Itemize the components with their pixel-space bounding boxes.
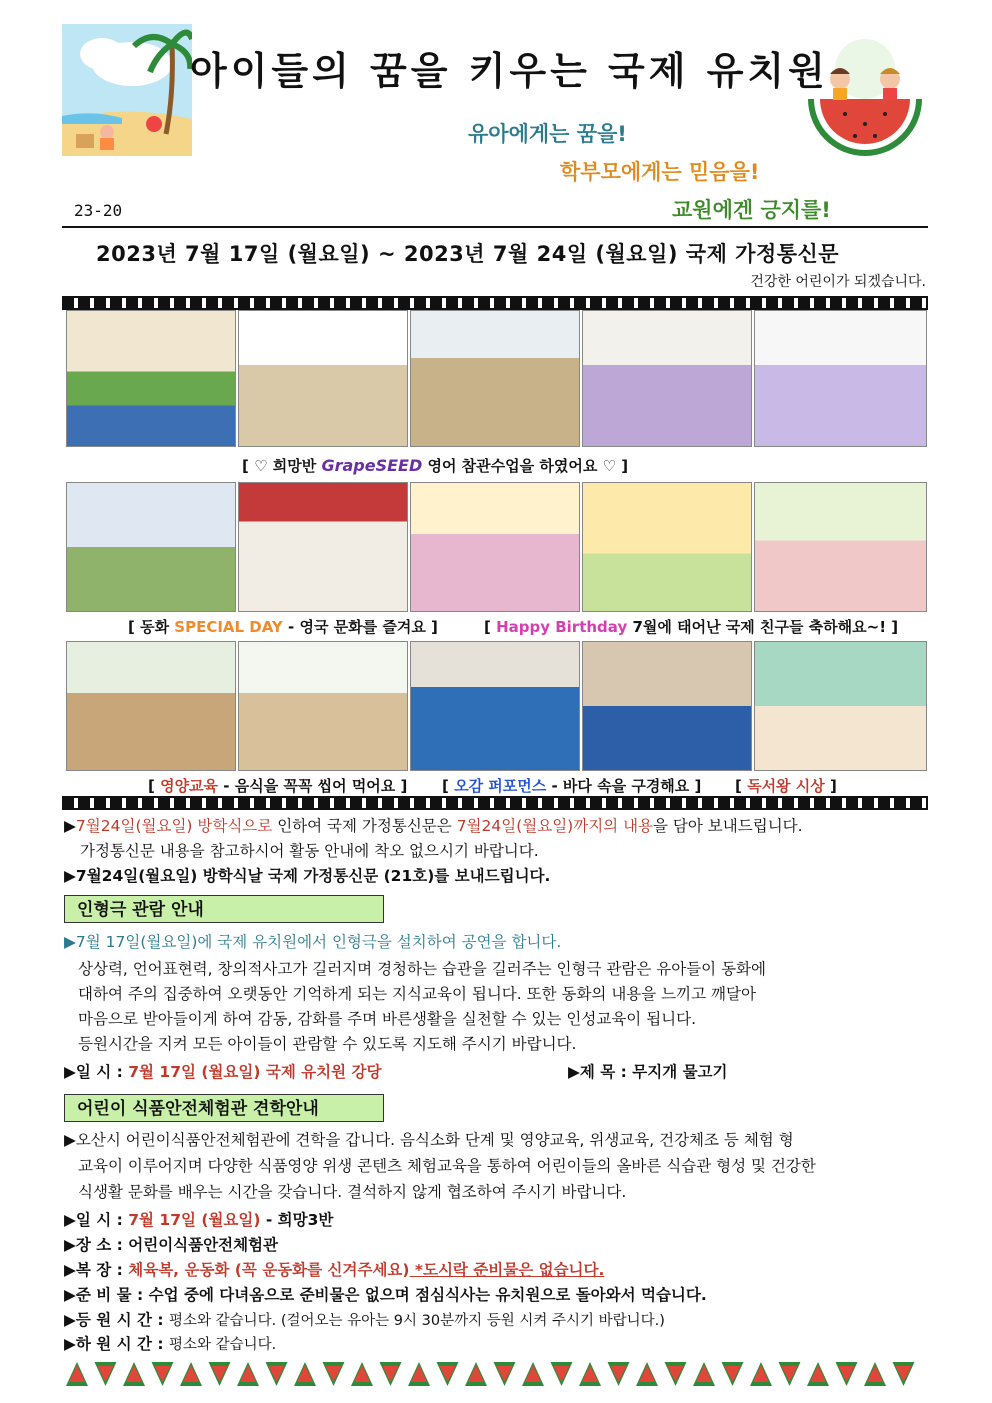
header-divider — [62, 226, 928, 228]
watermelon-slice-icon — [209, 1362, 231, 1386]
slogan-parents: 학부모에게는 믿음을! — [560, 160, 760, 184]
caption-nutrition: [ 영양교육 - 음식을 꼭꼭 씹어 먹어요 ] — [148, 777, 408, 795]
puppet-show-body-4: 등원시간을 지켜 모든 아이들이 관람할 수 있도록 지도해 주시기 바랍니다. — [78, 1035, 577, 1053]
photo-birthday-group — [410, 482, 580, 612]
caption-reading-award: [ 독서왕 시상 ] — [735, 777, 837, 795]
watermelon-slice-icon — [437, 1362, 459, 1386]
photo-reading-award — [754, 641, 927, 771]
caption-special-day: [ 동화 SPECIAL DAY - 영국 문화를 즐겨요 ] — [128, 618, 438, 636]
photo-uk-culture-class — [238, 482, 408, 612]
watermelon-slice-icon — [779, 1362, 801, 1386]
photo-nutrition-group — [238, 641, 408, 771]
photo-english-class-3 — [410, 310, 580, 447]
food-safety-heading: 어린이 식품안전체험관 견학안내 — [64, 1094, 384, 1122]
watermelon-slice-icon — [750, 1362, 772, 1386]
watermelon-slice-icon — [323, 1362, 345, 1386]
newsletter-date-heading: 2023년 7월 17일 (월요일) ~ 2023년 7월 24일 (월요일) 국제 가정통신문 — [96, 242, 840, 266]
food-safety-date: ▶일 시 : 7월 17일 (월요일) - 희망3반 — [64, 1211, 334, 1229]
photo-sea-performance-1 — [410, 641, 580, 771]
puppet-show-body-1: 상상력, 언어표현력, 창의적사고가 길러지며 경청하는 습관을 길러주는 인형극 관람은 유아들이 동화에 — [78, 960, 766, 978]
puppet-show-body-3: 마음으로 받아들이게 하여 감동, 감화를 주며 바른생활을 실천할 수 있는 인성교육이 됩니다. — [78, 1010, 697, 1028]
watermelon-slice-icon — [551, 1362, 573, 1386]
food-safety-dress: ▶복 장 : 체육복, 운동화 (꼭 운동화를 신겨주세요) *도시락 준비물은 없습니다. — [64, 1261, 605, 1279]
photo-birthday-party — [754, 482, 927, 612]
watermelon-slice-icon — [807, 1362, 829, 1386]
newsletter-subtitle: 건강한 어린이가 되겠습니다. — [750, 274, 926, 290]
puppet-show-body-2: 대하여 주의 집중하여 오랫동안 기억하게 되는 지식교육이 됩니다. 또한 동화의 내용을 느끼고 깨달아 — [78, 985, 756, 1003]
notice-line-1: ▶7월24일(월요일) 방학식으로 인하여 국제 가정통신문은 7월24일(월요일)까지의 내용을 담아 보내드립니다. — [64, 817, 803, 835]
watermelon-slice-icon — [864, 1362, 886, 1386]
food-safety-departure-time: ▶하 원 시 간 : 평소와 같습니다. — [64, 1335, 277, 1353]
food-safety-body-1: ▶오산시 어린이식품안전체험관에 견학을 갑니다. 음식소화 단계 및 영양교육, 위생교육, 건강체조 등 체험 형 — [64, 1131, 794, 1149]
watermelon-slice-icon — [266, 1362, 288, 1386]
photo-birthday-cake — [582, 482, 752, 612]
food-safety-place: ▶장 소 : 어린이식품안전체험관 — [64, 1236, 278, 1254]
photo-sea-performance-2 — [582, 641, 752, 771]
puppet-show-title: ▶제 목 : 무지개 물고기 — [568, 1063, 728, 1081]
photo-english-class-1 — [66, 310, 236, 447]
photo-english-class-2 — [238, 310, 408, 447]
food-safety-arrival-time: ▶등 원 시 간 : 평소와 같습니다. (걸어오는 유아는 9시 30분까지 등원 시켜 주시기 바랍니다.) — [64, 1311, 665, 1329]
slogan-teachers: 교원에겐 긍지를! — [672, 198, 831, 222]
photo-english-class-4 — [582, 310, 752, 447]
caption-english-class: [ ♡ 희망반 GrapeSEED 영어 참관수업을 하였어요 ♡ ] — [242, 456, 629, 475]
watermelon-slice-icon — [836, 1362, 858, 1386]
slogan-children: 유아에게는 꿈을! — [468, 122, 627, 146]
puppet-show-heading: 인형극 관람 안내 — [64, 895, 384, 923]
notice-line-2: 가정통신문 내용을 참고하시어 활동 안내에 착오 없으시기 바랍니다. — [80, 842, 539, 860]
issue-number: 23-20 — [74, 201, 123, 220]
film-strip-top — [62, 296, 928, 310]
watermelon-slice-icon — [494, 1362, 516, 1386]
caption-birthday: [ Happy Birthday 7월에 태어난 국제 친구들 축하해요~! ] — [484, 618, 899, 636]
watermelon-slice-icon — [665, 1362, 687, 1386]
watermelon-slice-icon — [522, 1362, 544, 1386]
watermelon-slice-icon — [893, 1362, 915, 1386]
photo-english-class-5 — [754, 310, 927, 447]
watermelon-slice-icon — [636, 1362, 658, 1386]
watermelon-slice-icon — [351, 1362, 373, 1386]
watermelon-slice-icon — [608, 1362, 630, 1386]
kindergarten-title: 아이들의 꿈을 키우는 국제 유치원 — [190, 49, 829, 93]
watermelon-slice-icon — [180, 1362, 202, 1386]
watermelon-slice-icon — [408, 1362, 430, 1386]
watermelon-slice-icon — [152, 1362, 174, 1386]
watermelon-slice-icon — [693, 1362, 715, 1386]
caption-sensory-performance: [ 오감 퍼포먼스 - 바다 속을 구경해요 ] — [442, 777, 702, 795]
food-safety-preparation: ▶준 비 물 : 수업 중에 다녀옴으로 준비물은 없으며 점심식사는 유치원으로 돌아와서 먹습니다. — [64, 1286, 707, 1304]
watermelon-slice-icon — [380, 1362, 402, 1386]
notice-line-3: ▶7월24일(월요일) 방학식날 국제 가정통신문 (21호)를 보내드립니다. — [64, 867, 551, 885]
watermelon-border — [62, 1360, 928, 1388]
film-strip-bottom — [62, 796, 928, 810]
grapeseed-logo: GrapeSEED — [321, 456, 423, 475]
watermelon-slice-icon — [722, 1362, 744, 1386]
photo-british-flags — [66, 482, 236, 612]
beach-clipart — [62, 24, 192, 156]
watermelon-slice-icon — [294, 1362, 316, 1386]
watermelon-slice-icon — [123, 1362, 145, 1386]
watermelon-slice-icon — [95, 1362, 117, 1386]
watermelon-slice-icon — [579, 1362, 601, 1386]
watermelon-slice-icon — [237, 1362, 259, 1386]
watermelon-slice-icon — [465, 1362, 487, 1386]
food-safety-body-3: 식생활 문화를 배우는 시간을 갖습니다. 결석하지 않게 협조하여 주시기 바랍니다. — [78, 1183, 627, 1201]
watermelon-slice-icon — [66, 1362, 88, 1386]
photo-nutrition-class — [66, 641, 236, 771]
puppet-show-lead: ▶7월 17일(월요일)에 국제 유치원에서 인형극을 설치하여 공연을 합니다. — [64, 933, 562, 951]
food-safety-body-2: 교육이 이루어지며 다양한 식품영양 위생 콘텐츠 체험교육을 통하여 어린이들의 올바른 식습관 형성 및 건강한 — [78, 1157, 816, 1175]
puppet-show-date: ▶일 시 : 7월 17일 (월요일) 국제 유치원 강당 — [64, 1063, 382, 1081]
